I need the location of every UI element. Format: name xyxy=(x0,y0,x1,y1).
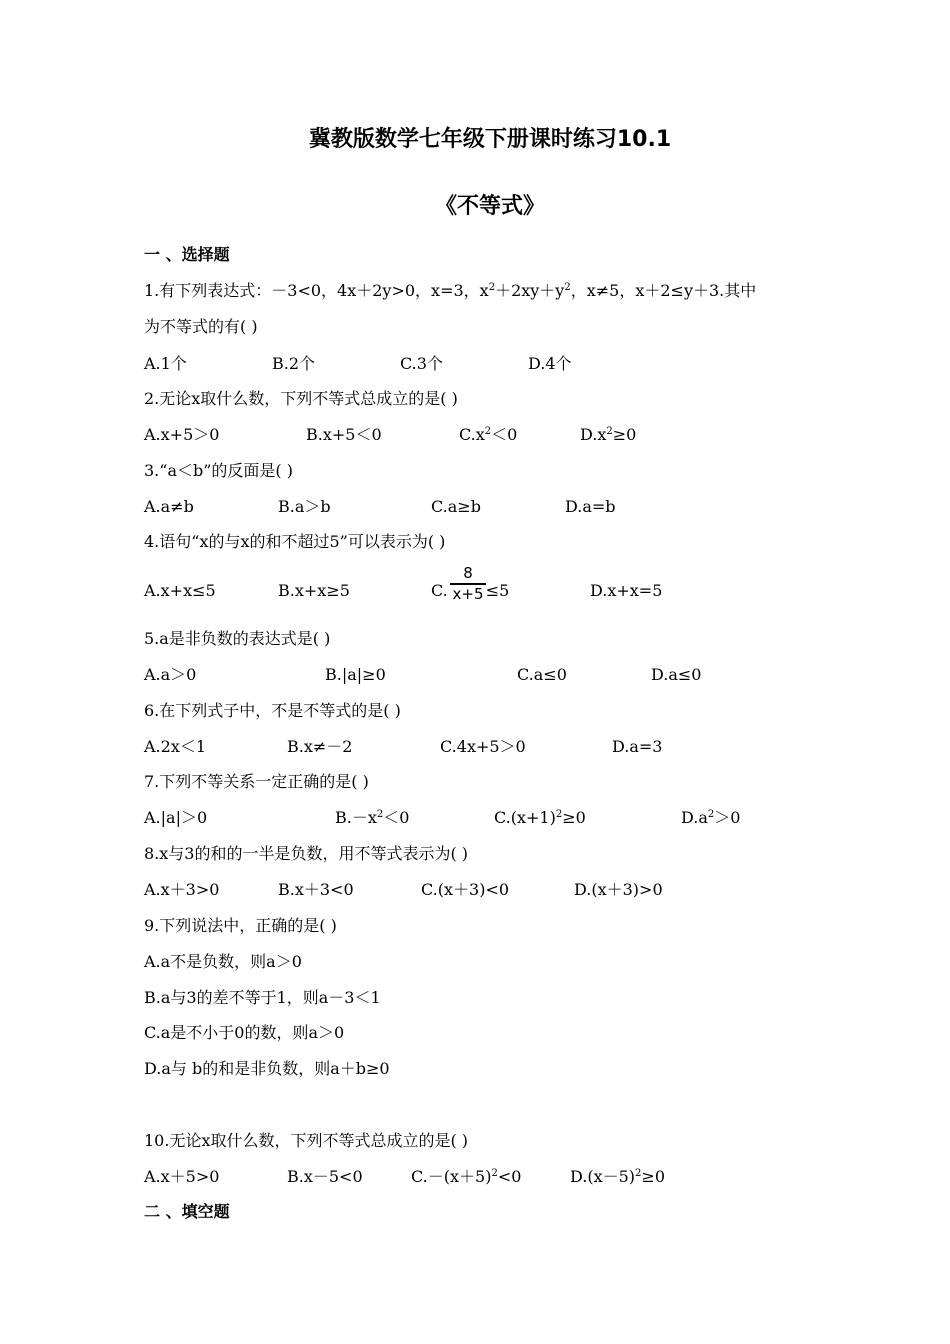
question-7-stem: 7.下列不等关系一定正确的是( ) xyxy=(144,772,369,791)
question-8-option-a[interactable]: A.x＋3>0 xyxy=(144,880,220,899)
question-1-option-d[interactable]: D.4个 xyxy=(528,354,572,373)
question-1-stem-line2: 为不等式的有( ) xyxy=(144,317,258,336)
question-4-option-d[interactable]: D.x+x=5 xyxy=(590,581,663,600)
question-5-stem: 5.a是非负数的表达式是( ) xyxy=(144,629,331,648)
question-1-stem: 1.有下列表达式：－3<0，4x＋2y>0，x=3，$x^2+2xy+y^2$，x≠5，x＋2≤y＋3.其中 xyxy=(144,281,757,300)
question-8-stem: 8.x与3的和的一半是负数，用不等式表示为( ) xyxy=(144,844,469,863)
question-7-option-a[interactable]: A.|a|＞0 xyxy=(144,808,208,827)
question-1-option-c[interactable]: C.3个 xyxy=(400,354,443,373)
section-heading-fill: 二 、填空题 xyxy=(144,1202,230,1221)
question-5-option-b[interactable]: B.|a|≥0 xyxy=(325,665,386,684)
question-4-fraction: 8 x+5 xyxy=(450,565,486,603)
question-10-stem: 10.无论x取什么数，下列不等式总成立的是( ) xyxy=(144,1131,469,1150)
question-3-option-d[interactable]: D.a=b xyxy=(565,497,616,516)
question-6-stem: 6.在下列式子中，不是不等式的是( ) xyxy=(144,701,401,720)
question-7-option-b[interactable]: $B.-x^2<0$ xyxy=(335,808,410,827)
question-10-option-c[interactable]: $C.-(x+5)^2<0$ xyxy=(411,1167,522,1186)
question-7-option-c[interactable]: $C.(x+1)^2\ge 0$ xyxy=(494,808,586,827)
question-1-option-a[interactable]: A.1个 xyxy=(144,354,187,373)
question-2-option-b[interactable]: B.x+5＜0 xyxy=(306,425,382,444)
question-2-stem: 2.无论x取什么数，下列不等式总成立的是( ) xyxy=(144,389,458,408)
question-4-option-a[interactable]: A.x+x≤5 xyxy=(144,581,216,600)
question-6-option-a[interactable]: A.2x＜1 xyxy=(144,737,207,756)
question-5-option-a[interactable]: A.a＞0 xyxy=(144,665,197,684)
page-subtitle: 《不等式》 xyxy=(434,194,545,219)
question-3-option-b[interactable]: B.a＞b xyxy=(278,497,331,516)
question-8-option-b[interactable]: B.x＋3<0 xyxy=(278,880,354,899)
question-4-stem: 4.语句“x的与x的和不超过5”可以表示为( ) xyxy=(144,532,446,551)
question-8-option-c[interactable]: C.(x＋3)<0 xyxy=(421,880,510,899)
question-6-option-c[interactable]: C.4x+5＞0 xyxy=(440,737,526,756)
question-3-option-c[interactable]: C.a≥b xyxy=(431,497,481,516)
question-2-option-a[interactable]: A.x+5＞0 xyxy=(144,425,220,444)
question-5-option-d[interactable]: D.a≤0 xyxy=(651,665,702,684)
page-title: 冀教版数学七年级下册课时练习10.1 xyxy=(308,127,672,152)
question-6-option-b[interactable]: B.x≠－2 xyxy=(287,737,353,756)
question-1-option-b[interactable]: B.2个 xyxy=(272,354,316,373)
question-6-option-d[interactable]: D.a=3 xyxy=(612,737,663,756)
question-9-option-b[interactable]: B.a与3的差不等于1，则a－3＜1 xyxy=(144,988,381,1007)
question-9-option-a[interactable]: A.a不是负数，则a＞0 xyxy=(144,952,302,971)
question-5-option-c[interactable]: C.a≤0 xyxy=(517,665,567,684)
question-10-option-a[interactable]: A.x＋5>0 xyxy=(144,1167,220,1186)
question-9-option-d[interactable]: D.a与 b的和是非负数，则a＋b≥0 xyxy=(144,1059,390,1078)
section-heading-choice: 一 、选择题 xyxy=(144,245,230,264)
question-3-stem: 3.“a＜b”的反面是( ) xyxy=(144,461,293,480)
question-4-option-b[interactable]: B.x+x≥5 xyxy=(278,581,350,600)
question-2-option-d[interactable]: $D.x^2\ge 0$ xyxy=(580,425,637,444)
question-2-option-c[interactable]: $C.x^2<0$ xyxy=(459,425,518,444)
question-10-option-b[interactable]: B.x－5<0 xyxy=(287,1167,363,1186)
question-8-option-d[interactable]: D.(x＋3)>0 xyxy=(574,880,663,899)
question-7-option-d[interactable]: $D.a^2>0$ xyxy=(681,808,741,827)
question-9-option-c[interactable]: C.a是不小于0的数，则a＞0 xyxy=(144,1023,345,1042)
question-9-stem: 9.下列说法中，正确的是( ) xyxy=(144,916,337,935)
question-3-option-a[interactable]: A.a≠b xyxy=(144,497,194,516)
question-4-option-c[interactable]: C. ≤5 xyxy=(431,581,510,600)
question-10-option-d[interactable]: $D.(x-5)^2\ge 0$ xyxy=(570,1167,666,1186)
